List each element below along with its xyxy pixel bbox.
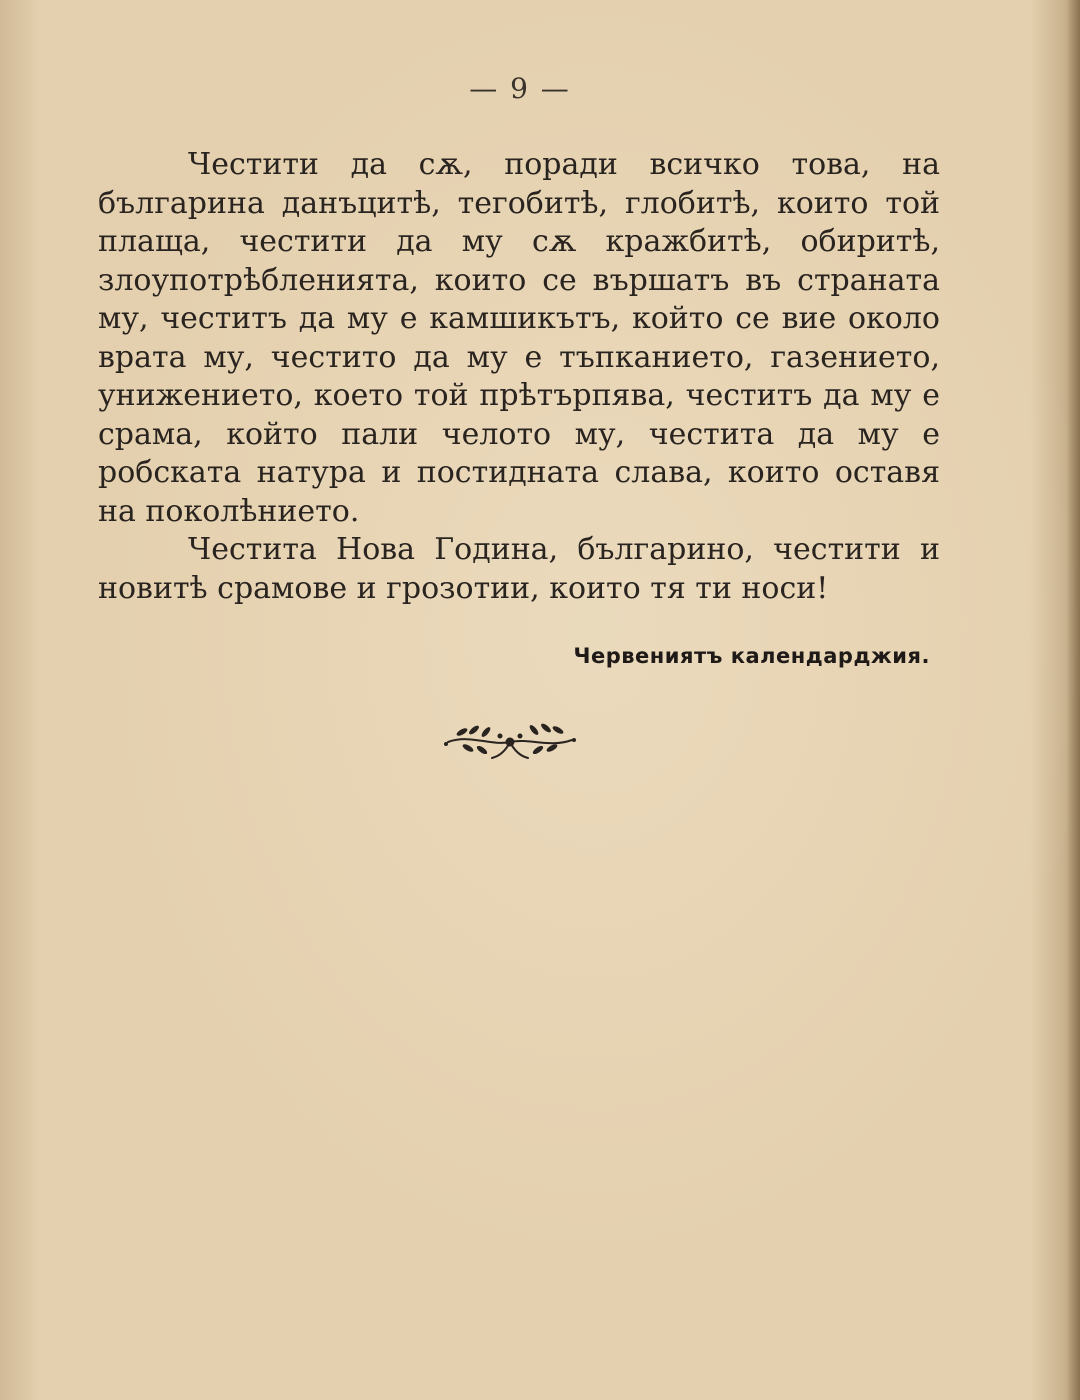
page-edge-shadow — [1066, 0, 1080, 1400]
body-text — [98, 146, 940, 608]
paragraph-2: Честита Нова Година, българино, честити и новитѣ срамове и грозотии, които тя ти носи! — [98, 532, 940, 606]
signature: Червениятъ календарджия. — [573, 644, 930, 668]
floral-vignette-icon — [440, 716, 580, 762]
page-number: — 9 — — [469, 72, 571, 105]
paragraph-1: Честити да сѫ, поради всичко това, на българина данъцитѣ, тегобитѣ, глобитѣ, които той плаща, честити да му сѫ кражбитѣ, обиритѣ, злоупотрѣбленията, които се вършатъ въ страната му, честитъ да му е камшикътъ, който се вие около врата му, честито да му е тъпканието, газението, унижението, което той прѣтърпява, честитъ да му е срама, който пали челото му, честита да му е робската натура и постидната слава, които оставя на поколѣнието. — [98, 147, 940, 529]
